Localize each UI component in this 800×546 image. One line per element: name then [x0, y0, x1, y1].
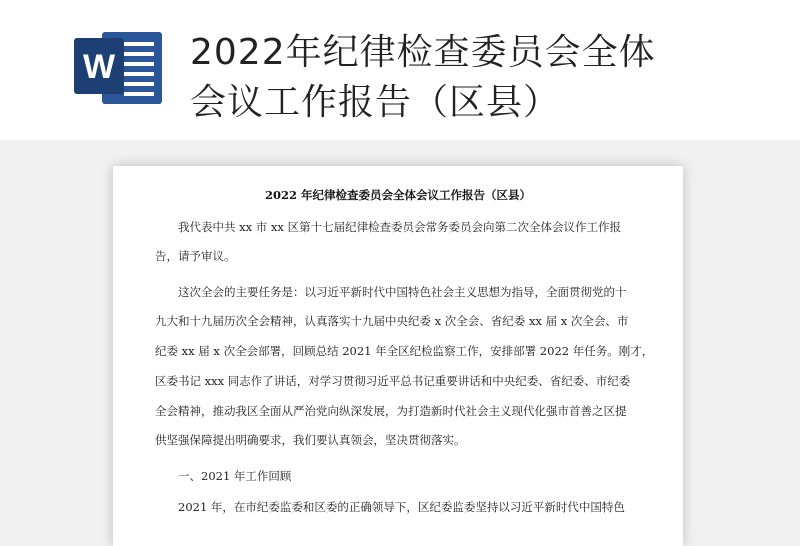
document-line: 这次全会的主要任务是：以习近平新时代中国特色社会主义思想为指导，全面贯彻党的十 [155, 285, 627, 299]
document-section-heading: 一、2021 年工作回顾 [155, 469, 292, 483]
page-title-line-1: 2022年纪律检查委员会全体 [190, 32, 656, 73]
document-line: 区委书记 xxx 同志作了讲话，对学习贯彻习近平总书记重要讲话和中央纪委、省纪委、市纪委 [155, 374, 631, 388]
document-line: 九大和十九届历次全会精神，认真落实十九届中央纪委 x 次全会、省纪委 xx 届 x 次全会、市 [155, 314, 629, 328]
page-title [190, 28, 750, 128]
word-icon-letter: W [82, 48, 116, 86]
banner [0, 0, 800, 140]
document-line: 2021 年，在市纪委监委和区委的正确领导下，区纪委监委坚持以习近平新时代中国特色 [155, 500, 625, 514]
word-icon [74, 28, 166, 108]
document-page [113, 166, 683, 546]
document-line: 全会精神，推动我区全面从严治党向纵深发展，为打造新时代社会主义现代化强市首善之区提 [155, 404, 627, 418]
document-line: 供坚强保障提出明确要求，我们要认真领会，坚决贯彻落实。 [155, 433, 466, 447]
document-title: 2022 年纪律检查委员会全体会议工作报告（区县） [264, 188, 531, 202]
document-line: 告，请予审议。 [155, 249, 236, 263]
document-line: 纪委 xx 届 x 次全会部署，回顾总结 2021 年全区纪检监察工作，安排部署 2022 年任务。刚才， [155, 344, 654, 358]
page-title-line-2: 会议工作报告（区县） [190, 82, 561, 123]
document-line: 我代表中共 xx 市 xx 区第十七届纪律检查委员会常务委员会向第二次全体会议作工作报 [155, 220, 622, 234]
